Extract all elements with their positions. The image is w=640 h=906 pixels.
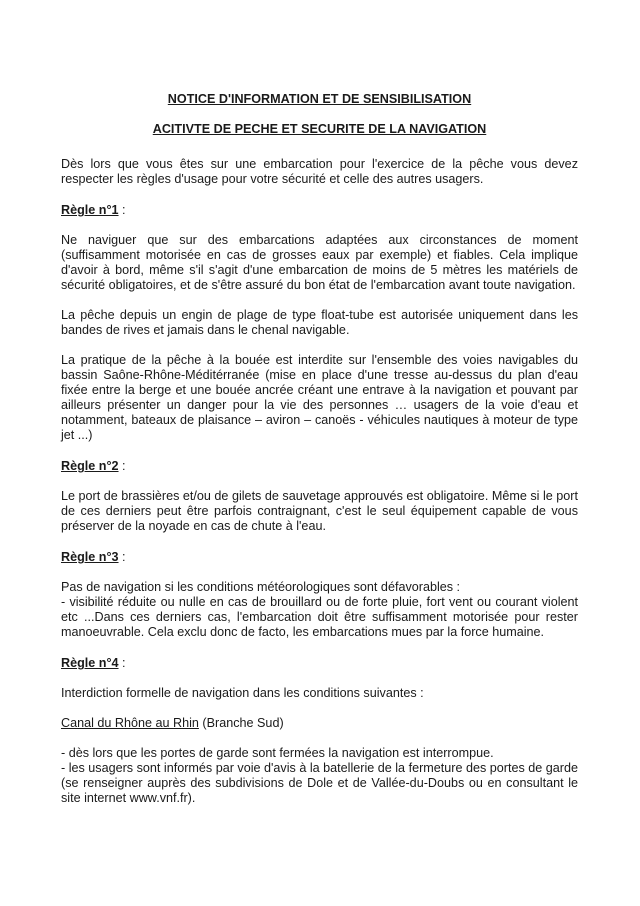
rule-4-body — [61, 746, 578, 806]
rule-1-paragraph-1: Ne naviguer que sur des embarcations adaptées aux circonstances de moment (suffisamment motorisée en cas de grosses eaux par exemple) et fiables. Cela implique d'avoir à bord, même s'il s'agit d'une embarcation de moins de 5 mètres les matériels de sécurité obligatoires, et de s'être assuré du bon état de l'embarcation avant toute navigation. — [61, 233, 578, 292]
rule-2-suffix: : — [118, 459, 126, 473]
intro-paragraph: Dès lors que vous êtes sur une embarcation pour l'exercice de la pêche vous devez respecter les règles d'usage pour votre sécurité et celle des autres usagers. — [61, 157, 578, 186]
rule-2-label: Règle n°2 — [61, 459, 119, 473]
rule-3-suffix: : — [118, 550, 126, 564]
rule-3-body — [61, 580, 578, 640]
rule-4-line-1: - dès lors que les portes de garde sont fermées la navigation est interrompue. — [61, 746, 494, 760]
rule-4-intro: Interdiction formelle de navigation dans les conditions suivantes : — [61, 686, 424, 700]
rule-4-line-2: - les usagers sont informés par voie d'avis à la batellerie de la fermeture des portes de garde (se renseigner auprès des subdivisions de Dole et de Vallée-du-Doubs ou en consultant le site internet www.vnf.fr). — [61, 761, 578, 805]
rule-2-paragraph-1: Le port de brassières et/ou de gilets de sauvetage approuvés est obligatoire. Même si le port de ces derniers peut être parfois contraignant, c'est le seul équipement capable de vous préserver de la noyade en cas de chute à l'eau. — [61, 489, 578, 533]
canal-branch: (Branche Sud) — [198, 716, 284, 730]
rule-3-line-2: - visibilité réduite ou nulle en cas de brouillard ou de forte pluie, fort vent ou courant violent etc ...Dans ces derniers cas, l'embarcation doit être suffisamment motorisée pour rester manoeuvrable. Cela exclu donc de facto, les embarcations mues par la force humaine. — [61, 595, 578, 639]
canal-heading — [61, 716, 578, 731]
canal-name: Canal du Rhône au Rhin — [61, 716, 199, 730]
notice-title: NOTICE D'INFORMATION ET DE SENSIBILISATION — [167, 92, 472, 106]
rule-3-heading — [61, 550, 578, 565]
rule-3-label: Règle n°3 — [61, 550, 119, 564]
activity-title: ACITIVTE DE PECHE ET SECURITE DE LA NAVIGATION — [152, 122, 487, 136]
rule-1-paragraph-2: La pêche depuis un engin de plage de type float-tube est autorisée uniquement dans les bandes de rives et jamais dans le chenal navigable. — [61, 308, 578, 337]
rule-4-suffix: : — [118, 656, 126, 670]
rule-1-heading — [61, 203, 578, 218]
rule-4-heading — [61, 656, 578, 671]
rule-1-paragraph-3: La pratique de la pêche à la bouée est interdite sur l'ensemble des voies navigables du bassin Saône-Rhône-Méditérranée (mise en place d'une tresse au-dessus du plan d'eau fixée entre la berge et une bouée ancrée créant une entrave à la navigation et pouvant par ailleurs présenter un danger pour la vie des personnes … usagers de la voie d'eau et notamment, bateaux de plaisance – aviron – canoës - véhicules nautiques à moteur de type jet ...) — [61, 353, 578, 442]
rule-1-label: Règle n°1 — [61, 203, 119, 217]
rule-4-label: Règle n°4 — [61, 656, 119, 670]
rule-3-line-1: Pas de navigation si les conditions météorologiques sont défavorables : — [61, 580, 461, 594]
rule-1-suffix: : — [118, 203, 126, 217]
rule-2-heading — [61, 459, 578, 474]
